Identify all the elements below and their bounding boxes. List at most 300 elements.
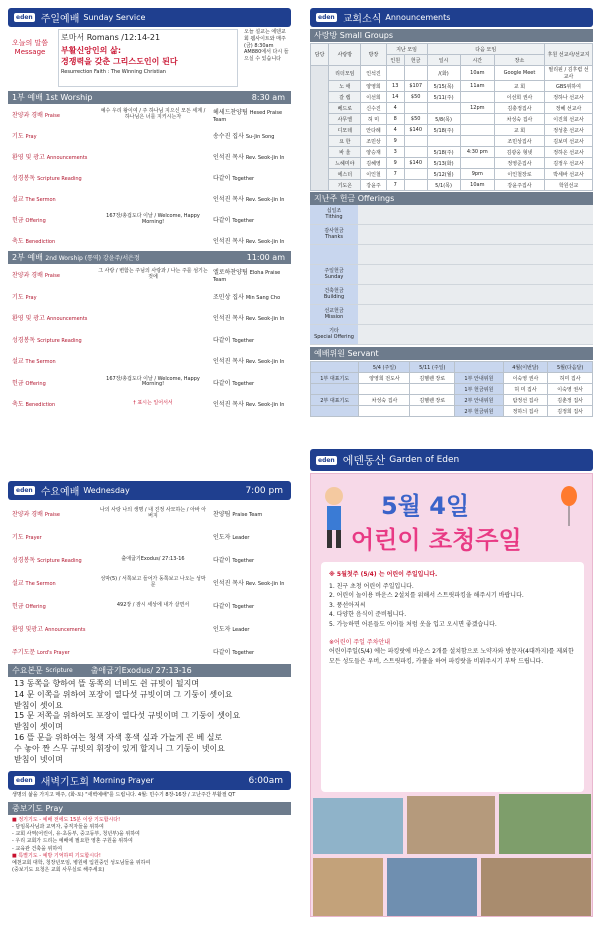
group-cell — [427, 136, 460, 147]
second-worship-item-leader: 인석진 목사 Rev. Seok-Jin In — [213, 401, 285, 409]
sub-head-time: 시간 — [460, 55, 494, 66]
group-cell: 안다례 — [361, 125, 386, 136]
first-worship-item-title: 축도 Benediction — [12, 238, 56, 245]
servant-row — [311, 373, 593, 384]
announcements-subtitle: Announcements — [385, 13, 451, 22]
poster-title: 5월 4일 — [381, 492, 470, 520]
wednesday-item-leader: 인석진 목사 Rev. Seok-Jin In — [213, 580, 285, 587]
first-worship-item — [8, 209, 291, 230]
small-groups-table — [310, 43, 593, 191]
group-cell: 교 회 — [495, 125, 545, 136]
morning-prayer-header — [8, 771, 291, 790]
sermon-label: 오늘의 말씀 Message — [11, 39, 49, 57]
announcements-panel — [310, 8, 593, 428]
first-worship-item — [8, 146, 291, 167]
second-worship-order — [8, 264, 291, 414]
servant-cell: 허미 집사 — [548, 373, 593, 384]
group-cell: 5/18(주) — [427, 147, 460, 158]
photo-1 — [313, 798, 403, 854]
first-worship-item-leader: 다같이 Together — [213, 217, 255, 224]
group-cell: 4 — [386, 103, 404, 114]
first-worship-bar: 1부 예배 1st Worship 8:30 am — [8, 91, 291, 104]
sermon-content — [58, 29, 238, 87]
first-worship-item-title: 성경봉독 Scripture Reading — [12, 175, 82, 182]
wednesday-item-detail: 492장 / 잠시 세상에 내가 살면서 — [116, 601, 190, 608]
second-worship-item-title: 찬양과 경배 Praise — [12, 272, 60, 280]
group-cell: 필리핀 / 김후렴 선교사 — [545, 66, 593, 81]
offering-amount — [358, 245, 593, 264]
photo-6 — [481, 858, 591, 916]
sunday-service-panel — [8, 8, 291, 428]
second-worship-item-title: 기도 Pray — [12, 293, 37, 301]
balloon-icon — [559, 486, 579, 526]
notice-item: 3. 풍선아저씨 — [329, 601, 366, 609]
servant-cell: 김헬렌 장로 — [410, 395, 455, 406]
sermon-box — [8, 29, 291, 89]
group-cell: 정영준집사 — [495, 158, 545, 169]
offering-amount — [358, 305, 593, 324]
group-cell: 9 — [386, 158, 404, 169]
servant-cell — [359, 384, 410, 395]
servant-row — [311, 384, 593, 395]
first-worship-item-title: 환영 및 광고 Announcements — [12, 154, 88, 161]
group-cell: /(화) — [427, 66, 460, 81]
second-worship-time: 11:00 am — [246, 253, 285, 262]
group-cell: Google Meet — [495, 66, 545, 81]
group-cell: 11am — [460, 81, 494, 92]
boy-illustration — [319, 484, 349, 554]
group-cell — [460, 125, 494, 136]
group-cell: 9pm — [460, 169, 494, 180]
verse-line: 16 뜰 문을 위하여는 청색 자색 홍색 실과 가늘게 꼰 베 실로 — [14, 732, 223, 742]
second-worship-item-leader: 인석진 목사 Rev. Seok-Jin In — [213, 315, 285, 323]
group-cell: 리더모임 — [329, 66, 361, 81]
wednesday-item-title: 환영 및광고 Announcements — [12, 626, 86, 633]
group-cell: 14 — [386, 92, 404, 103]
eden-logo: eden — [318, 14, 335, 21]
verse-line: 받침이 넷이며 — [14, 754, 63, 764]
photo-3 — [499, 794, 591, 854]
verse-line: 14 문 이쪽을 위하여 포장이 열다섯 규빗이며 그 기둥이 셋이요 — [14, 689, 233, 699]
group-row — [311, 158, 593, 169]
servant-cell: 2부 대표기도 — [311, 395, 359, 406]
servant-cell: 이숙영 권사 — [548, 384, 593, 395]
wednesday-item — [8, 617, 291, 640]
group-cell: 5/11(주) — [427, 92, 460, 103]
offering-row — [310, 245, 593, 265]
first-worship-item-leader: 헤세드찬양팀 Hesed Praise Team — [213, 108, 283, 123]
first-worship-item-leader: 다같이 Together — [213, 175, 255, 182]
wednesday-item-detail: 나의 사랑 나의 생명 / 내 진정 사모하는 / 아바 아버지 — [99, 506, 207, 519]
verse-line: 받침이 셋이요 — [14, 700, 63, 710]
wednesday-item-detail: 성막(5) / 서쪽보고 들어가 동쪽보고 나오는 성막문 — [100, 575, 206, 588]
servant-cell: 허 미 집사 — [503, 384, 548, 395]
sermon-side-note: 오늘 설교는 에덴교회 웹사이트와 매주(금) 8:30am AM880에서 다시 들으실 수 있습니다 — [244, 29, 289, 62]
wednesday-header — [8, 481, 291, 500]
wednesday-item-leader: 찬양팀 Praise Team — [213, 511, 263, 518]
wednesday-item-leader: 다같이 Together — [213, 557, 255, 564]
eden-logo: eden — [16, 14, 33, 21]
group-cell: $140 — [404, 158, 427, 169]
first-worship-item — [8, 125, 291, 146]
wednesday-item — [8, 571, 291, 594]
servant-head-cell: 4월(이번달) — [503, 362, 548, 373]
group-cell: 강윤주집사 — [495, 180, 545, 191]
garden-panel — [310, 449, 593, 921]
prayer-line: ■ 정기기도 - 예배 전에도 15분 이상 기도합시다! — [12, 816, 121, 823]
group-cell: 정하온 선교사 — [545, 147, 593, 158]
second-worship-item-leader: 다같이 Together — [213, 379, 255, 387]
group-cell: 이인철 — [361, 169, 386, 180]
group-row — [311, 81, 593, 92]
servant-cell: 1부 안내위원 — [455, 373, 503, 384]
servant-cell: 김헬렌 장로 — [410, 373, 455, 384]
wednesday-order — [8, 500, 291, 664]
group-cell: 요 한 — [329, 136, 361, 147]
wednesday-item — [8, 502, 291, 525]
second-worship-item — [8, 350, 291, 372]
sunday-header-title: 주일예배 — [40, 14, 80, 25]
group-cell — [460, 114, 494, 125]
notice-item: 1. 친구 초청 어린이 주일입니다. — [329, 582, 414, 590]
servant-head-cell: 5월(다음달) — [548, 362, 593, 373]
servant-cell: 김춘정 집사 — [548, 395, 593, 406]
first-worship-item — [8, 104, 291, 125]
photo-5 — [387, 858, 477, 916]
wednesday-item-leader: 다같이 Together — [213, 603, 255, 610]
group-cell: 기도온 — [329, 180, 361, 191]
wednesday-item-leader: 인도자 Leader — [213, 626, 250, 633]
group-row — [311, 92, 593, 103]
group-row — [311, 66, 593, 81]
group-cell: 느헤미야 — [329, 158, 361, 169]
group-cell: 갈 렙 — [329, 92, 361, 103]
childrens-day-poster — [310, 473, 593, 917]
group-cell: 김보미 선교사 — [545, 136, 593, 147]
group-cell: 학원선교 — [545, 180, 593, 191]
verse-line: 받침이 셋이며 — [14, 722, 63, 732]
eden-logo: eden — [16, 777, 33, 784]
sub-head-count: 인원 — [386, 55, 404, 66]
group-cell: 5/8(목) — [427, 114, 460, 125]
offering-label: 감사헌금 Thanks — [310, 225, 358, 244]
offering-label — [310, 245, 358, 264]
wednesday-scripture-ref: 출애굽기Exodus/ 27:13-16 — [90, 666, 192, 675]
first-worship-item-detail: 167장/총겁도다 이날 / Welcome, Happy Morning! — [106, 212, 200, 225]
group-cell: 3 — [386, 147, 404, 158]
servant-cell — [311, 384, 359, 395]
group-cell — [404, 66, 427, 81]
group-cell: 5/15(목) — [427, 81, 460, 92]
garden-title: 에덴동산 — [342, 454, 386, 467]
first-worship-item-title: 헌금 Offering — [12, 217, 46, 224]
scripture-reference: 로마서 Romans /12:14-21 — [61, 33, 161, 42]
group-cell: $50 — [404, 114, 427, 125]
servant-cell — [410, 406, 455, 417]
wednesday-item-title: 헌금 Offering — [12, 603, 46, 610]
servant-bar: 예배위원 Servant — [310, 347, 593, 360]
group-cell: 조민상집사 — [495, 136, 545, 147]
wednesday-item — [8, 548, 291, 571]
group-cell — [460, 158, 494, 169]
servant-cell: 김정희 집사 — [548, 406, 593, 417]
sermon-title: 부활신앙인의 삶: — [61, 46, 122, 55]
wednesday-subtitle: Wednesday — [83, 486, 130, 495]
servant-cell: 이숙영 권사 — [503, 373, 548, 384]
servant-cell: 탐정선 집사 — [503, 395, 548, 406]
wednesday-item-leader: 인도자 Leader — [213, 534, 250, 541]
servant-row — [311, 406, 593, 417]
group-row — [311, 103, 593, 114]
announcements-header — [310, 8, 593, 27]
wednesday-item — [8, 640, 291, 663]
group-cell: 허 미 — [361, 114, 386, 125]
parking-title: ※어린이 주일 주차안내 — [329, 638, 391, 646]
wednesday-time: 7:00 pm — [245, 485, 283, 496]
group-cell: 사무엘 — [329, 114, 361, 125]
servant-cell: 차성숙 집사 — [359, 395, 410, 406]
second-worship-bar: 2부 예배 2nd Worship (통역) 강윤주/서은정 11:00 am — [8, 251, 291, 264]
group-cell — [404, 103, 427, 114]
second-worship-item — [8, 372, 291, 394]
prayer-line: ■ 특별기도 - 예방 기억하며 기도합시다! — [12, 852, 101, 859]
garden-subtitle: Garden of Eden — [389, 455, 460, 465]
second-worship-item — [8, 307, 291, 329]
servant-cell: 1부 헌금위원 — [455, 384, 503, 395]
offering-amount — [358, 325, 593, 344]
notice-item: 5. 가능하면 어른들도 아이들 처럼 옷을 입고 오시면 좋겠습니다. — [329, 620, 497, 628]
verse-line: 13 동쪽을 향하여 뜰 동쪽의 너비도 쉰 규빗이 될지며 — [14, 679, 200, 688]
offering-amount — [358, 205, 593, 224]
intercession-bar: 중보기도 Pray — [8, 802, 291, 815]
servant-cell: 2부 헌금위원 — [455, 406, 503, 417]
group-cell — [427, 103, 460, 114]
group-cell: 정하나 선교사 — [545, 92, 593, 103]
group-cell: $140 — [404, 125, 427, 136]
group-cell: 김충정집사 — [495, 103, 545, 114]
second-worship-item-title: 헌금 Offering — [12, 379, 46, 387]
group-cell: $107 — [404, 81, 427, 92]
prayer-list — [8, 815, 291, 877]
scripture-verses — [8, 677, 291, 767]
first-worship-item-leader: 인석진 목사 Rev. Seok-Jin In — [213, 154, 285, 161]
wednesday-item-title: 설교 The Sermon — [12, 580, 56, 587]
offerings-list — [310, 205, 593, 345]
second-worship-item-leader: 엘로하찬양팀 Eloha Praise Team — [213, 268, 281, 283]
col-head-next: 다음 모임 — [427, 44, 544, 55]
group-row — [311, 125, 593, 136]
second-worship-item — [8, 329, 291, 351]
servant-cell: 1부 대표기도 — [311, 373, 359, 384]
first-worship-item-leader: 인석진 목사 Rev. Seok-Jin In — [213, 196, 285, 203]
eden-logo: eden — [318, 456, 335, 464]
group-cell: 김혜영 — [361, 158, 386, 169]
group-row — [311, 169, 593, 180]
servant-head-cell: 5/11 (주일) — [410, 362, 455, 373]
first-worship-item — [8, 167, 291, 188]
sunday-header — [8, 8, 291, 27]
sermon-title-en: Resurrection Faith : The Winning Christian — [61, 69, 166, 75]
notice-item: 4. 다양한 음식이 준비됩니다. — [329, 611, 407, 619]
group-cell: 인석진 — [361, 66, 386, 81]
wednesday-item — [8, 525, 291, 548]
prayer-line: - 교육관 건축을 위하여 — [12, 845, 63, 852]
group-cell: 4:30 pm — [460, 147, 494, 158]
offering-label: 주일헌금 Sunday — [310, 265, 358, 284]
photo-collage — [311, 794, 593, 917]
second-worship-item-leader: 인석진 목사 Rev. Seok-Jin In — [213, 358, 285, 366]
group-cell — [386, 66, 404, 81]
group-charge-cell — [311, 66, 329, 191]
group-cell — [404, 169, 427, 180]
group-cell: 13 — [386, 81, 404, 92]
group-cell: 5/13(화) — [427, 158, 460, 169]
group-cell — [404, 136, 427, 147]
group-cell: 5/1(목) — [427, 180, 460, 191]
offering-row — [310, 325, 593, 345]
offering-amount — [358, 265, 593, 284]
group-cell: 노 애 — [329, 81, 361, 92]
servant-head-cell: 5/4 (주일) — [359, 362, 410, 373]
group-cell: 양승재 — [361, 147, 386, 158]
group-cell: $50 — [404, 92, 427, 103]
group-cell: 9 — [386, 136, 404, 147]
wednesday-panel — [8, 481, 291, 921]
servant-cell — [359, 406, 410, 417]
servant-cell: 정하늬 집사 — [503, 406, 548, 417]
wednesday-item-title: 찬양과 경배 Praise — [12, 511, 60, 518]
group-cell: 양영희 — [361, 81, 386, 92]
group-cell — [460, 92, 494, 103]
offering-row — [310, 205, 593, 225]
wednesday-item-title: 기도 Prayer — [12, 534, 42, 541]
group-cell: 이선희 — [361, 92, 386, 103]
group-cell: 김정우 선교사 — [545, 158, 593, 169]
group-cell: 정혜 선교사 — [545, 103, 593, 114]
first-worship-item — [8, 188, 291, 209]
offering-amount — [358, 225, 593, 244]
group-cell: 베드로 — [329, 103, 361, 114]
first-worship-item-title: 찬양과 경배 Praise — [12, 112, 60, 119]
offering-row — [310, 225, 593, 245]
group-cell: 이선희 권사 — [495, 92, 545, 103]
second-worship-item-title: 설교 The Sermon — [12, 358, 56, 366]
servant-cell — [311, 406, 359, 417]
sub-head-offering: 헌금 — [404, 55, 427, 66]
col-head-charge: 담당 — [311, 44, 329, 66]
wednesday-item-leader: 다같이 Together — [213, 649, 255, 656]
group-cell: 에스더 — [329, 169, 361, 180]
group-cell: 10am — [460, 180, 494, 191]
offering-row — [310, 285, 593, 305]
offering-row — [310, 265, 593, 285]
offering-amount — [358, 285, 593, 304]
offering-label: 십일조 Tithing — [310, 205, 358, 224]
group-cell: 4 — [386, 125, 404, 136]
col-head-last: 지난 모임 — [386, 44, 427, 55]
group-row — [311, 136, 593, 147]
second-worship-item — [8, 286, 291, 308]
photo-4 — [313, 858, 383, 916]
group-cell: 교 회 — [495, 81, 545, 92]
group-cell: 디모데 — [329, 125, 361, 136]
first-worship-item-title: 설교 The Sermon — [12, 196, 56, 203]
group-cell: 바 울 — [329, 147, 361, 158]
prayer-line: (중보기도 요청은 교회 사무실로 해주세요) — [12, 867, 105, 874]
second-worship-item-detail: 167장/총겁도다 이날 / Welcome, Happy Morning! — [106, 375, 200, 388]
group-cell: GBS위하여 — [545, 81, 593, 92]
first-worship-time: 8:30 am — [251, 93, 285, 102]
group-cell: 10am — [460, 66, 494, 81]
group-cell: 12pm — [460, 103, 494, 114]
morning-prayer-time: 6:00am — [248, 775, 283, 786]
prayer-line: - 우리 교회가 드리는 예배에 필요한 영혼 구원을 위하여 — [12, 838, 133, 845]
servant-cell: 양영희 전도사 — [359, 373, 410, 384]
second-worship-item-detail: 그 사랑 / 변함는 주님의 사랑과 / 나는 주를 섬기는 것에 — [98, 268, 208, 280]
first-worship-item-title: 기도 Pray — [12, 133, 37, 140]
morning-prayer-title: 새벽기도회 — [40, 777, 90, 788]
servant-row — [311, 395, 593, 406]
sub-head-place: 장소 — [495, 55, 545, 66]
wednesday-item-title: 주기도문 Lord's Prayer — [12, 649, 70, 656]
sunday-header-subtitle: Sunday Service — [83, 13, 146, 22]
wednesday-item-detail: 출애굽기Exodus/ 27:13-16 — [121, 555, 185, 562]
servant-cell — [410, 384, 455, 395]
second-worship-item — [8, 393, 291, 415]
group-cell: 강윤주 — [361, 180, 386, 191]
second-worship-item-leader: 조민상 집사 Min Sang Cho — [213, 293, 281, 301]
first-worship-item — [8, 230, 291, 251]
group-row — [311, 114, 593, 125]
second-worship-item-title: 환영 및 광고 Announcements — [12, 315, 88, 323]
second-worship-item-leader: 다같이 Together — [213, 336, 255, 344]
group-cell: 박세바 선교사 — [545, 169, 593, 180]
group-cell: 차성숙 집사 — [495, 114, 545, 125]
servant-table — [310, 361, 593, 417]
first-worship-order — [8, 104, 291, 251]
small-groups-bar: 사랑방 Small Groups — [310, 29, 593, 42]
group-cell — [404, 180, 427, 191]
group-cell: 정성훈 선교사 — [545, 125, 593, 136]
morning-prayer-note: 생명의 삶을 가지고 매주, (화-토) "새벽예배"를 드립니다. 4월: 민수기 8장-16장 / 고난주간 부활절 QT — [12, 792, 236, 798]
notice-intro: ※ 5월첫주 (5/4) 는 어린이 주일입니다. — [329, 571, 438, 578]
group-cell — [460, 136, 494, 147]
poster-subtitle: 어린이 초청주일 — [351, 526, 522, 554]
col-head-group: 사랑방 — [329, 44, 361, 66]
second-worship-item — [8, 264, 291, 286]
group-cell: 이진희 선교사 — [545, 114, 593, 125]
prayer-line: - 담임목사님과 교역자, 중직자들을 위하여 — [12, 823, 104, 830]
notice-box — [321, 562, 584, 792]
group-cell: 신수진 — [361, 103, 386, 114]
announcements-title: 교회소식 — [342, 14, 382, 25]
group-cell: 8 — [386, 114, 404, 125]
wednesday-scripture-bar: 수요본문 Scripture 출애굽기Exodus/ 27:13-16 — [8, 664, 291, 677]
second-worship-item-title: 축도 Benediction — [12, 401, 56, 409]
photo-2 — [407, 796, 495, 854]
offering-label: 기타 Special Offering — [310, 325, 358, 344]
sub-head-date: 일시 — [427, 55, 460, 66]
wednesday-item — [8, 594, 291, 617]
offering-label: 건축헌금 Building — [310, 285, 358, 304]
col-head-missionary: 후원 선교사/선교지 — [545, 44, 593, 66]
prayer-line: - 교회 사역(어린이, 유·초등부, 중고등부, 청년부)을 위하여 — [12, 831, 140, 837]
wednesday-item-title: 성경봉독 Scripture Reading — [12, 557, 82, 564]
verse-line: 수 놓아 짠 스무 규빗의 휘장이 있게 할지니 그 기둥이 넷이요 — [14, 743, 225, 753]
group-cell: 5/12(월) — [427, 169, 460, 180]
group-cell: 7 — [386, 169, 404, 180]
parking-text: 어린이주일(5/4) 에는 파킹랏에 바운스 2개를 설치함으로 노약자와 방문자(4대까지)를 제외한 모든 성도들은 우버, 스트릿파킹, 카풀을 하여 파킹랏을 비워주시기 부탁 드립니다. — [329, 648, 574, 665]
